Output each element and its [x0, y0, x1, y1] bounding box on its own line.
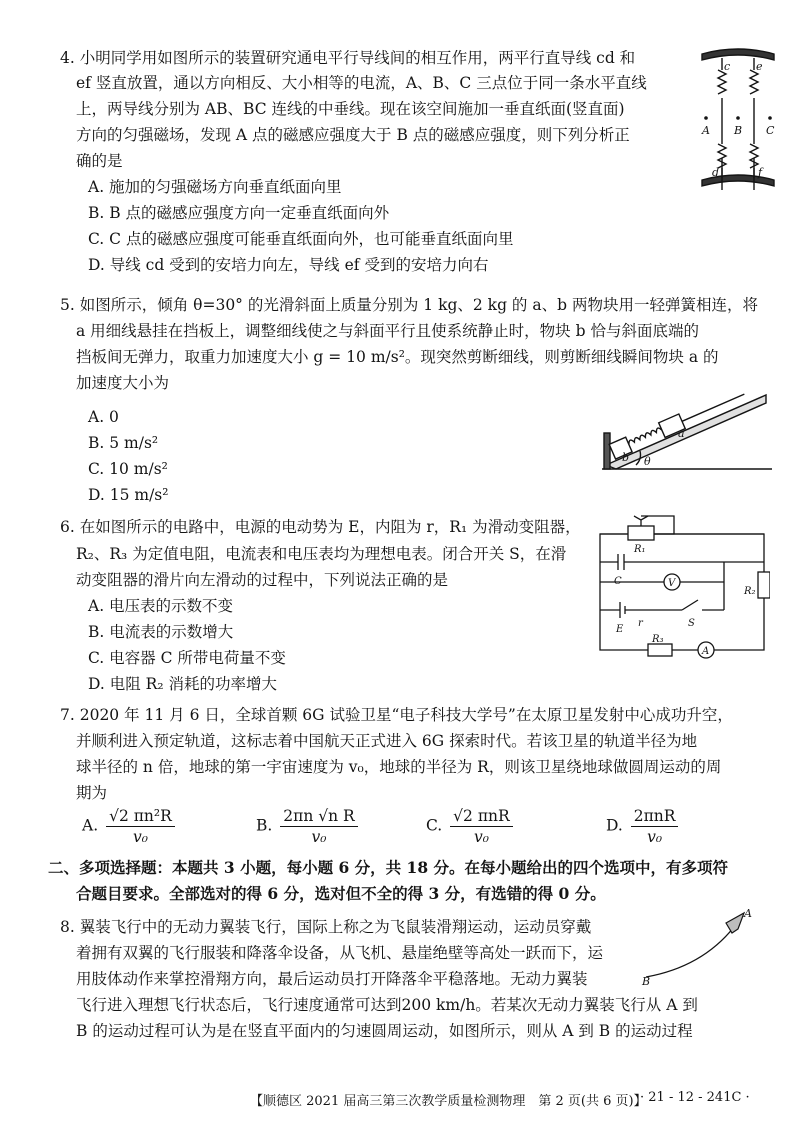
q5-option-a: A. 0	[88, 408, 119, 426]
label-A: A	[702, 646, 710, 657]
section2-heading-line-2: 合题目要求。全部选对的得 6 分，选对但不全的得 3 分，有选错的得 0 分。	[76, 884, 606, 903]
label-a: a	[678, 427, 685, 440]
q4-line-5: 确的是	[76, 152, 123, 170]
q5-line-4: 加速度大小为	[76, 374, 170, 392]
q7-option-d-fraction: $\frac{\text{2πnR}}{\text{v₀}}$	[631, 806, 679, 847]
incline-figure	[596, 385, 776, 475]
q8-line-4: 飞行进入理想飞行状态后，飞行速度通常可达到200 km/h。若某次无动力翼装飞行从 A 到	[76, 996, 698, 1014]
label-e: e	[756, 60, 763, 73]
circuit-figure	[594, 510, 770, 662]
q4-line-2: ef 竖直放置，通以方向相反、大小相等的电流，A、B、C 三点位于同一条水平直线	[76, 74, 647, 92]
label-B: B	[642, 975, 651, 985]
footer-exam-info: 【顺德区 2021 届高三第三次教学质量检测物理 第 2 页(共 6 页)】	[250, 1094, 647, 1109]
q4-line-3: 上，两导线分别为 AB、BC 连线的中垂线。现在该空间施加一垂直纸面(竖直面)	[76, 100, 625, 118]
q6-line-3: 动变阻器的滑片向左滑动的过程中，下列说法正确的是	[76, 571, 449, 589]
q5-line-2: a 用细线悬挂在挡板上，调整细线使之与斜面平行且使系统静止时，物块 b 恰与斜面底端的	[76, 322, 699, 340]
q5-option-c: C. 10 m/s²	[88, 460, 168, 478]
q7-option-a-fraction: $\frac{\text{√2 πn²R}}{\text{v₀}}$	[106, 806, 175, 847]
parallel-wires-figure	[698, 40, 778, 200]
q7-option-b-fraction: $\frac{\text{2πn √n R}}{\text{v₀}}$	[280, 806, 357, 847]
q7-option-c-fraction: $\frac{\text{√2 πnR}}{\text{v₀}}$	[450, 806, 513, 847]
q6-line-2: R₂、R₃ 为定值电阻，电流表和电压表均为理想电表。闭合开关 S，在滑	[76, 545, 567, 563]
q7-option-d: D. $\frac{\text{2πnR}}{\text{v₀}}$	[606, 806, 678, 847]
label-S: S	[688, 618, 695, 629]
q4-option-a: A. 施加的匀强磁场方向垂直纸面向里	[88, 178, 342, 196]
section2-heading-line-1: 二、多项选择题：本题共 3 小题，每小题 6 分，共 18 分。在每小题给出的四个选项中，有多项符	[48, 858, 729, 877]
q6-option-c: C. 电容器 C 所带电荷量不变	[88, 649, 286, 667]
label-c: c	[724, 60, 731, 73]
wingsuit-figure	[636, 905, 766, 985]
footer-code: · 21 - 12 - 241C ·	[640, 1090, 750, 1105]
label-R2: R₂	[744, 586, 756, 597]
q6-line-1: 6. 在如图所示的电路中，电源的电动势为 E，内阻为 r，R₁ 为滑动变阻器，	[60, 518, 581, 536]
q7-option-a: A. $\frac{\text{√2 πn²R}}{\text{v₀}}$	[82, 806, 175, 847]
label-C: C	[614, 576, 622, 587]
label-E: E	[616, 624, 624, 635]
q8-line-1: 8. 翼装飞行中的无动力翼装飞行，国际上称之为飞鼠装滑翔运动，运动员穿戴	[60, 918, 592, 936]
q5-option-d: D. 15 m/s²	[88, 486, 169, 504]
q4-line-4: 方向的匀强磁场，发现 A 点的磁感应强度大于 B 点的磁感应强度，则下列分析正	[76, 126, 630, 144]
q6-option-d: D. 电阻 R₂ 消耗的功率增大	[88, 675, 277, 693]
wingsuit-jumper-icon	[726, 913, 744, 933]
q5-line-3: 挡板间无弹力，取重力加速度大小 g = 10 m/s²。现突然剪断细线，则剪断细线瞬间物块 a 的	[76, 348, 719, 366]
q7-line-2: 并顺利进入预定轨道，这标志着中国航天正式进入 6G 探索时代。若该卫星的轨道半径为地	[76, 732, 698, 750]
label-R3: R₃	[652, 634, 664, 645]
q8-line-3: 用肢体动作来掌控滑翔方向，最后运动员打开降落伞平稳落地。无动力翼装	[76, 970, 588, 988]
q4-option-c: C. C 点的磁感应强度可能垂直纸面向外，也可能垂直纸面向里	[88, 230, 514, 248]
label-V: V	[668, 578, 676, 589]
q4-line-1: 4. 小明同学用如图所示的装置研究通电平行导线间的相互作用，两平行直导线 cd 和	[60, 49, 636, 67]
label-r: r	[638, 618, 643, 629]
label-f: f	[758, 166, 763, 179]
q4-option-d: D. 导线 cd 受到的安培力向左，导线 ef 受到的安培力向右	[88, 256, 489, 274]
q8-line-5: B 的运动过程可认为是在竖直平面内的匀速圆周运动，如图所示，则从 A 到 B 的运动过程	[76, 1022, 693, 1040]
label-B: B	[734, 124, 743, 137]
label-A: A	[744, 907, 752, 920]
q8-line-2: 着拥有双翼的飞行服装和降落伞设备，从飞机、悬崖绝壁等高处一跃而下，运	[76, 944, 604, 962]
label-C: C	[766, 124, 775, 137]
label-R1: R₁	[634, 544, 646, 555]
q7-option-b: B. $\frac{\text{2πn √n R}}{\text{v₀}}$	[256, 806, 358, 847]
q7-line-1: 7. 2020 年 11 月 6 日，全球首颗 6G 试验卫星“电子科技大学号”在太原卫星发射中心成功升空，	[60, 706, 733, 724]
label-d: d	[712, 166, 720, 179]
label-b: b	[622, 451, 630, 464]
label-A: A	[702, 124, 710, 137]
q7-line-3: 球半径的 n 倍，地球的第一宇宙速度为 v₀，地球的半径为 R，则该卫星绕地球做圆周运动的周	[76, 758, 722, 776]
label-theta: θ	[644, 455, 651, 468]
q6-option-a: A. 电压表的示数不变	[88, 597, 234, 615]
q7-option-c: C. $\frac{\text{√2 πnR}}{\text{v₀}}$	[426, 806, 513, 847]
q6-option-b: B. 电流表的示数增大	[88, 623, 234, 641]
q5-line-1: 5. 如图所示，倾角 θ=30° 的光滑斜面上质量分别为 1 kg、2 kg 的 a、b 两物块用一轻弹簧相连，将	[60, 296, 758, 314]
q5-option-b: B. 5 m/s²	[88, 434, 159, 452]
q7-line-4: 期为	[76, 784, 108, 802]
q4-option-b: B. B 点的磁感应强度方向一定垂直纸面向外	[88, 204, 390, 222]
